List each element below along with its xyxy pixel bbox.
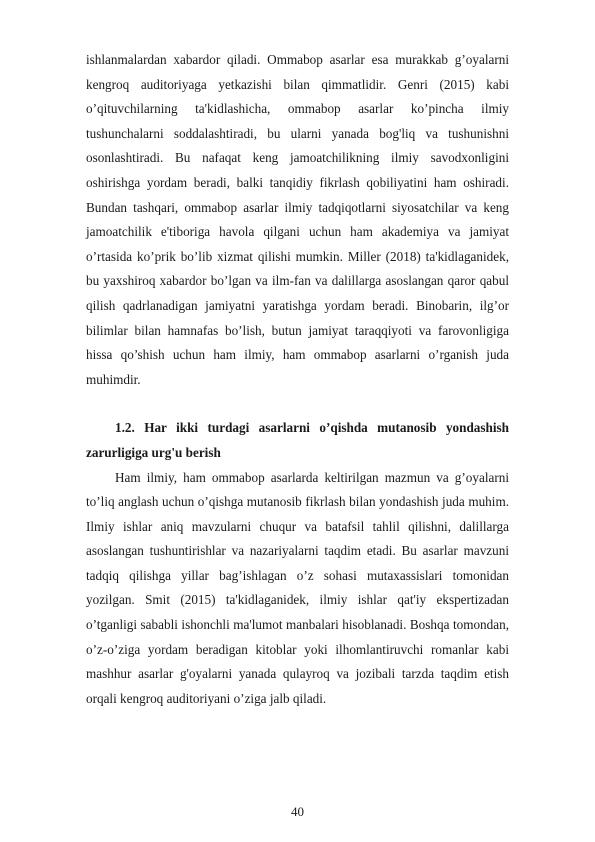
- body-paragraph-2: Ham ilmiy, ham ommabop asarlarda keltirilgan mazmun va g’oyalarni to’liq anglash uchun o’qishga mutanosib fikrlash bilan yondashish juda muhim. Ilmiy ishlar aniq mavzularni chuqur va batafsil tahlil qilishni, dalillarga asoslangan tushuntirishlar va nazariyalarni taqdim etadi. Bu asarlar mavzuni tadqiq qilishga yillar bag’ishlagan o’z sohasi mutaxassislari tomonidan yozilgan. Smit (2015) ta'kidlaganidek, ilmiy ishlar qat'iy ekspertizadan o’tganligi sababli ishonchli ma'lumot manbalari hisoblanadi. Boshqa tomondan, o’z-o’ziga yordam beradigan kitoblar yoki ilhomlantiruvchi romanlar kabi mashhur asarlar g'oyalarni yanada qulayroq va jozibali tarzda taqdim etish orqali kengroq auditoriyani o’ziga jalb qiladi.: [86, 469, 509, 706]
- page-number: 40: [291, 804, 304, 819]
- body-paragraph-1: ishlanmalardan xabardor qiladi. Ommabop asarlar esa murakkab g’oyalarni kengroq auditoriyaga yetkazishi bilan qimmatlidir. Genri (2015) kabi o’qituvchilarning ta'kidlashicha, ommabop asarlar ko’pincha ilmiy tushunchalarni soddalashtiradi, bu ularni yanada bog'liq va tushunishni osonlashtiradi. Bu nafaqat keng jamoatchilikning ilmiy savodxonligini oshirishga yordam beradi, balki tanqidiy fikrlash qobiliyatini ham oshiradi. Bundan tashqari, ommabop asarlar ilmiy tadqiqotlarni siyosatchilar va keng jamoatchilik e'tiboriga havola qilgani uchun ham akademiya va jamiyat o’rtasida ko’prik bo’lib xizmat qilishi mumkin. Miller (2018) ta'kidlaganidek, bu yaxshiroq xabardor bo’lgan va ilm-fan va dalillarga asoslangan qaror qabul qilish qadrlanadigan jamiyatni yaratishga yordam beradi. Binobarin, ilg’or bilimlar bilan hamnafas bo’lish, butun jamiyat taraqqiyoti va farovonligiga hissa qo’shish uchun ham ilmiy, ham ommabop asarlarni o’rganish juda muhimdir.: [86, 52, 509, 387]
- section-heading: 1.2. Har ikki turdagi asarlarni o’qishda mutanosib yondashish zarurligiga urg'u berish: [86, 420, 509, 460]
- spacer: [86, 392, 509, 416]
- document-page: [86, 48, 509, 711]
